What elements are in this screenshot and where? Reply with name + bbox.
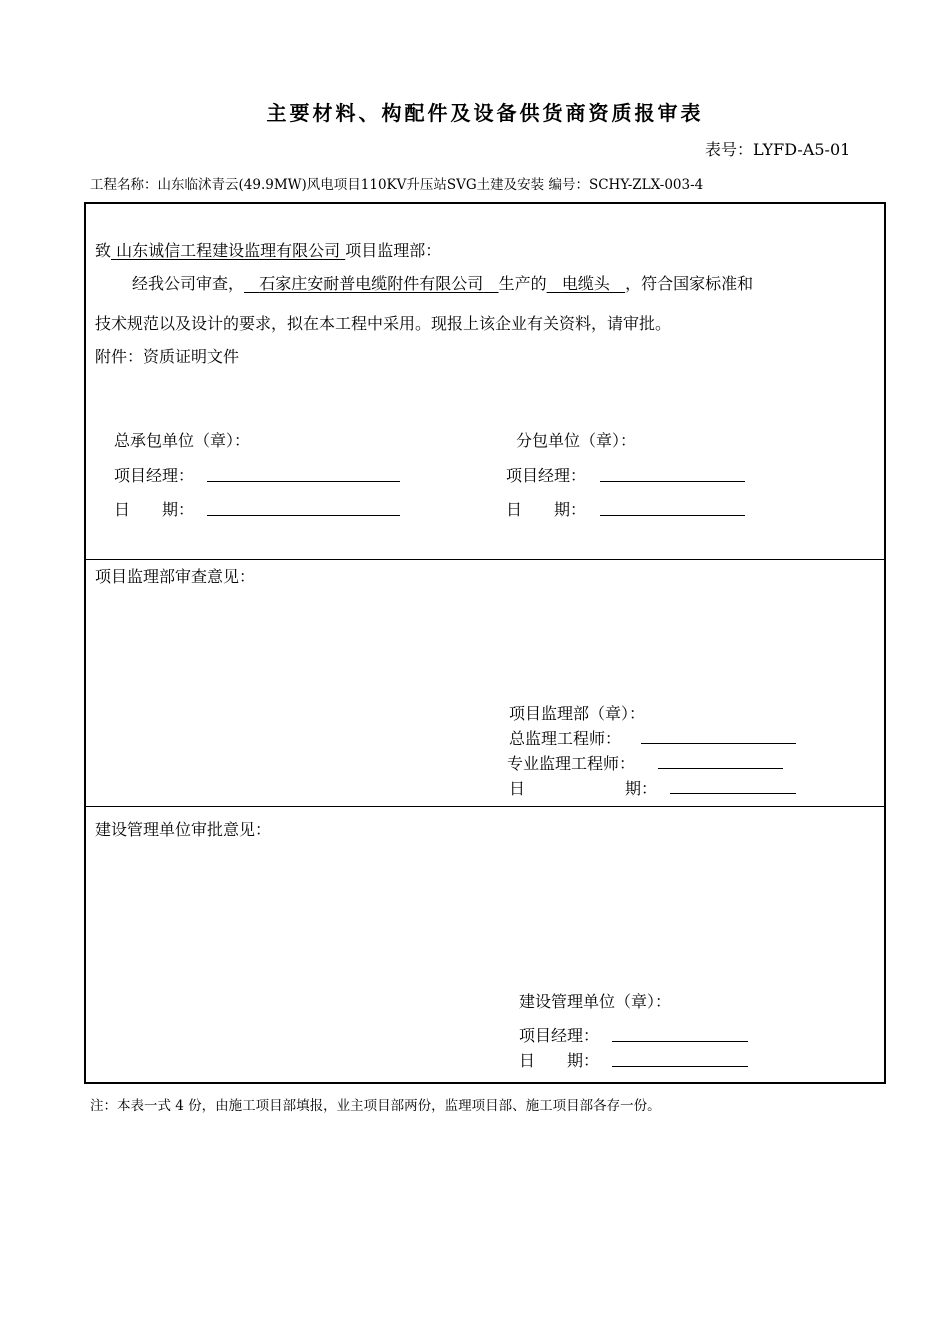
owner-date-label: 日 期： — [519, 1051, 600, 1070]
project-info-line: 工程名称：山东临沭青云(49.9MW)风电项目110KV升压站SVG土建及安装 编号：SCHY-ZLX-003-4 — [90, 177, 704, 193]
right-date-line[interactable] — [600, 515, 745, 516]
supervision-date-label-b: 期： — [625, 779, 658, 798]
addressee-prefix: 致 — [95, 241, 112, 260]
supervision-date-line[interactable] — [670, 793, 796, 794]
supplier-name: 石家庄安耐普电缆附件有限公司 — [259, 274, 484, 293]
subcontractor-seal-label: 分包单位（章）： — [516, 431, 637, 450]
owner-approval-heading: 建设管理单位审批意见： — [95, 820, 272, 839]
chief-engineer-label: 总监理工程师： — [509, 729, 622, 748]
owner-date-line[interactable] — [612, 1066, 748, 1067]
form-frame — [84, 202, 886, 1084]
addressee-suffix: 项目监理部： — [345, 241, 442, 260]
chief-engineer-signature-line[interactable] — [641, 743, 796, 744]
right-date-label: 日 期： — [506, 500, 587, 519]
divider-2 — [84, 806, 886, 807]
owner-manager-label: 项目经理： — [519, 1026, 600, 1045]
supervision-date-label-a: 日 — [509, 779, 526, 798]
attachment-line: 附件：资质证明文件 — [95, 347, 240, 366]
left-manager-signature-line[interactable] — [207, 481, 400, 482]
specialist-engineer-signature-line[interactable] — [658, 768, 783, 769]
owner-manager-signature-line[interactable] — [612, 1041, 748, 1042]
owner-seal-label: 建设管理单位（章）： — [519, 992, 672, 1011]
specialist-engineer-label: 专业监理工程师： — [507, 754, 636, 773]
right-manager-label: 项目经理： — [506, 466, 587, 485]
addressee-line — [95, 238, 441, 261]
left-manager-label: 项目经理： — [114, 466, 195, 485]
divider-1 — [84, 559, 886, 560]
review-paragraph-1: 经我公司审查， 石家庄安耐普电缆附件有限公司 生产的 电缆头 ，符合国家标准和 — [132, 274, 754, 293]
general-contractor-seal-label: 总承包单位（章）： — [114, 431, 251, 450]
product-name: 电缆头 — [561, 274, 610, 293]
left-date-label: 日 期： — [114, 500, 195, 519]
review-paragraph-2: 技术规范以及设计的要求，拟在本工程中采用。现报上该企业有关资料，请审批。 — [95, 314, 672, 333]
supervision-review-heading: 项目监理部审查意见： — [95, 567, 256, 586]
footnote: 注：本表一式 4 份，由施工项目部填报，业主项目部两份，监理项目部、施工项目部各存一份。 — [90, 1098, 661, 1114]
addressee-name: 山东诚信工程建设监理有限公司 — [116, 241, 341, 260]
form-number: 表号：LYFD-A5-01 — [705, 140, 851, 159]
supervision-seal-label: 项目监理部（章）： — [509, 704, 646, 723]
left-date-line[interactable] — [207, 515, 400, 516]
form-title: 主要材料、构配件及设备供货商资质报审表 — [266, 101, 704, 125]
right-manager-signature-line[interactable] — [600, 481, 745, 482]
